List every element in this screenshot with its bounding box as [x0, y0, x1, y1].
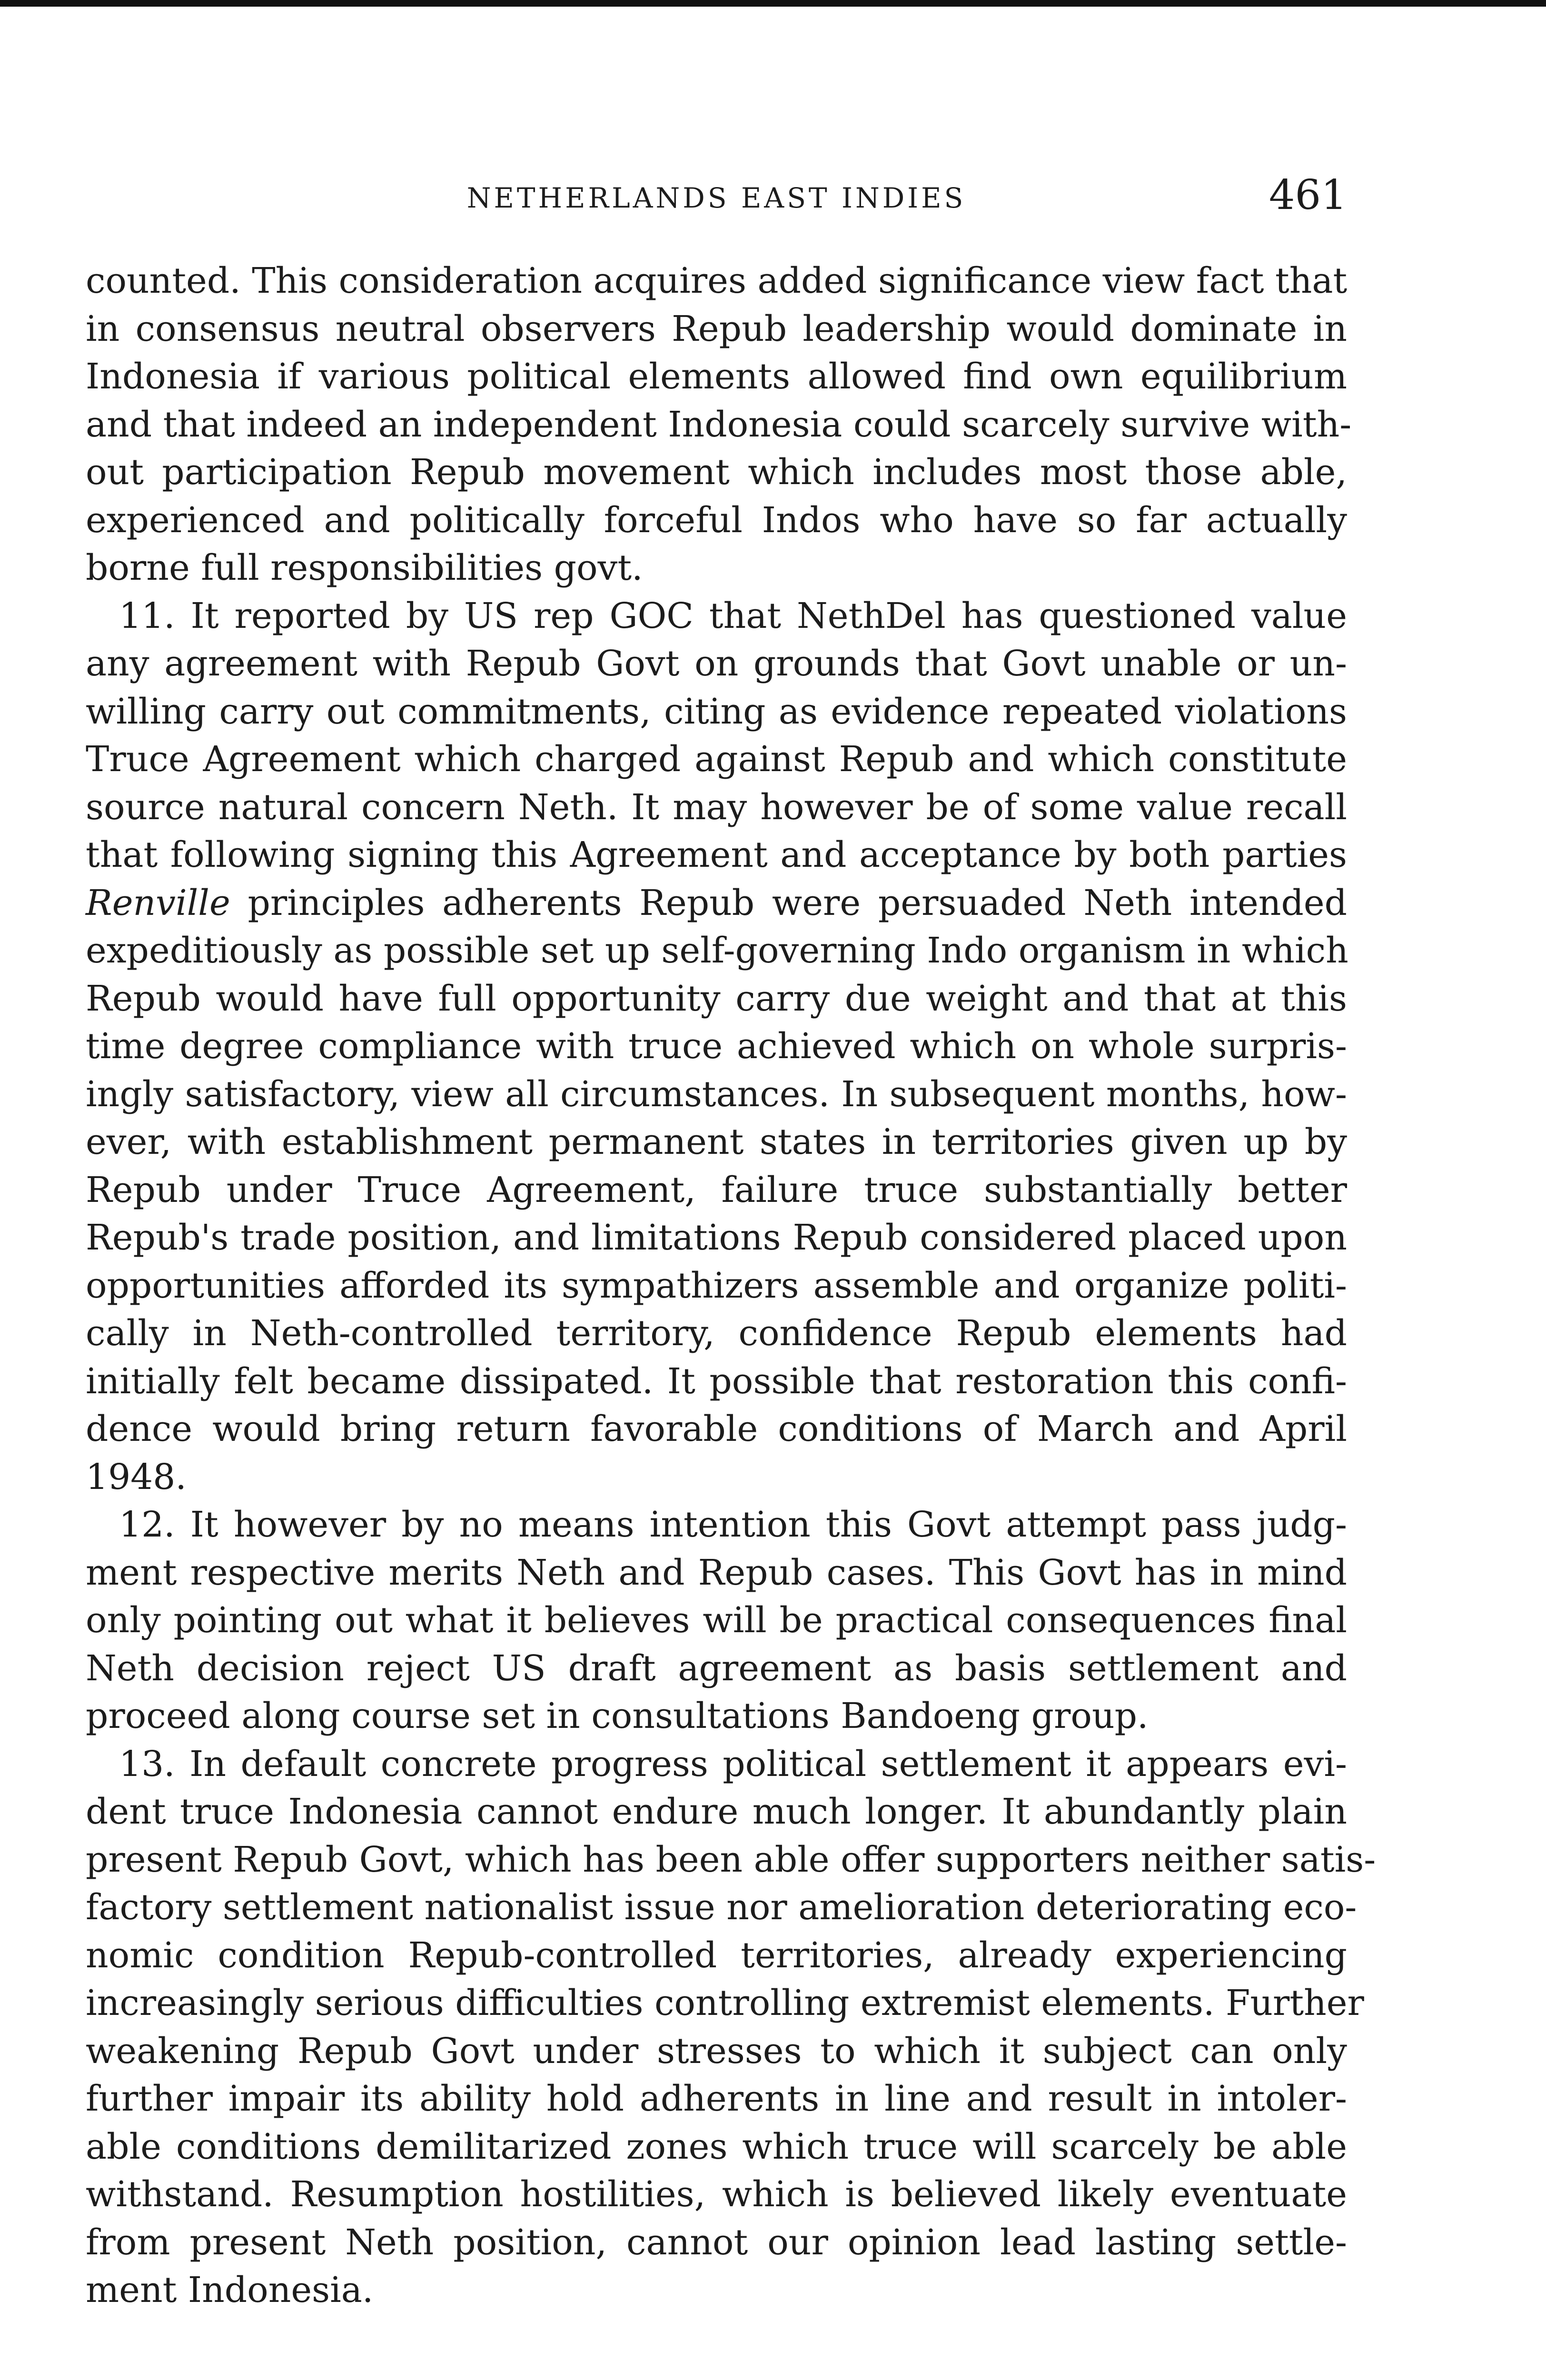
text-line: further impair its ability hold adherents in line and result in intoler-: [86, 2078, 1347, 2119]
text-line: initially felt became dissipated. It possible that restoration this confi-: [86, 1360, 1347, 1402]
paragraph-11-start: 11. It reported by US rep GOC that NethDel has questioned value: [119, 595, 1347, 636]
text-line: experienced and politically forceful Indos who have so far actually: [86, 499, 1347, 541]
text-line: expeditiously as possible set up self-governing Indo organism in which: [86, 930, 1348, 971]
text-line: time degree compliance with truce achieved which on whole surpris-: [86, 1026, 1347, 1067]
text-line: any agreement with Repub Govt on grounds that Govt unable or un-: [86, 643, 1347, 684]
text-line: dent truce Indonesia cannot endure much longer. It abundantly plain: [86, 1791, 1347, 1832]
page-text: [86, 257, 1376, 2314]
text-line: only pointing out what it believes will be practical consequences final: [86, 1600, 1347, 1641]
paragraph-12-start: 12. It however by no means intention this Govt attempt pass judg-: [119, 1504, 1347, 1545]
renville-line-rest: principles adherents Repub were persuaded Neth intended: [230, 882, 1347, 923]
text-line: opportunities afforded its sympathizers assemble and organize politi-: [86, 1265, 1347, 1306]
text-line: weakening Repub Govt under stresses to which it subject can only: [86, 2030, 1347, 2072]
text-line: factory settlement nationalist issue nor amelioration deteriorating eco-: [86, 1887, 1357, 1928]
text-line: willing carry out commitments, citing as evidence repeated violations: [86, 691, 1347, 732]
text-line: ment respective merits Neth and Repub cases. This Govt has in mind: [86, 1552, 1347, 1593]
text-line: present Repub Govt, which has been able offer supporters neither satis-: [86, 1839, 1376, 1880]
text-line: able conditions demilitarized zones which truce will scarcely be able: [86, 2126, 1347, 2167]
text-line: ment Indonesia.: [86, 2270, 374, 2311]
text-line-renville: [86, 879, 1347, 927]
text-line: and that indeed an independent Indonesia could scarcely survive with-: [86, 404, 1352, 445]
text-line: increasingly serious difficulties controlling extremist elements. Further: [86, 1983, 1364, 2023]
text-line: Repub's trade position, and limitations Repub considered placed upon: [86, 1217, 1347, 1258]
text-line: Repub under Truce Agreement, failure truce substantially better: [86, 1169, 1347, 1210]
text-line: Indonesia if various political elements allowed find own equilibrium: [86, 356, 1347, 397]
paragraph-13-start: 13. In default concrete progress political settlement it appears evi-: [119, 1743, 1347, 1785]
text-line: nomic condition Repub-controlled territories, already experiencing: [86, 1934, 1347, 1976]
text-line: Truce Agreement which charged against Repub and which constitute: [86, 739, 1347, 780]
text-line: Neth decision reject US draft agreement as basis settlement and: [86, 1647, 1347, 1689]
text-line: ingly satisfactory, view all circumstances. In subsequent months, how-: [86, 1073, 1347, 1115]
text-line: source natural concern Neth. It may however be of some value recall: [86, 786, 1347, 828]
text-line: borne full responsibilities govt.: [86, 547, 643, 588]
text-line: ever, with establishment permanent states in territories given up by: [86, 1121, 1347, 1162]
text-line: that following signing this Agreement and acceptance by both parties: [86, 834, 1347, 875]
text-line: 1948.: [86, 1456, 187, 1497]
page-number: 461: [1269, 171, 1347, 219]
text-line: withstand. Resumption hostilities, which is believed likely eventuate: [86, 2174, 1347, 2215]
top-border: [0, 0, 1546, 7]
text-line: out participation Repub movement which includes most those able,: [86, 452, 1347, 493]
text-line: cally in Neth-controlled territory, confidence Repub elements had: [86, 1313, 1347, 1354]
text-line: counted. This consideration acquires added significance view fact that: [86, 260, 1348, 301]
page-header: [86, 171, 1347, 228]
text-line: dence would bring return favorable conditions of March and April: [86, 1408, 1347, 1449]
text-line: from present Neth position, cannot our opinion lead lasting settle-: [86, 2221, 1347, 2263]
text-line: in consensus neutral observers Repub leadership would dominate in: [86, 308, 1347, 349]
running-head: NETHERLANDS EAST INDIES: [466, 182, 966, 214]
renville-italic: Renville: [86, 882, 230, 923]
text-line: proceed along course set in consultations Bandoeng group.: [86, 1696, 1149, 1736]
text-line: Repub would have full opportunity carry due weight and that at this: [86, 978, 1347, 1019]
